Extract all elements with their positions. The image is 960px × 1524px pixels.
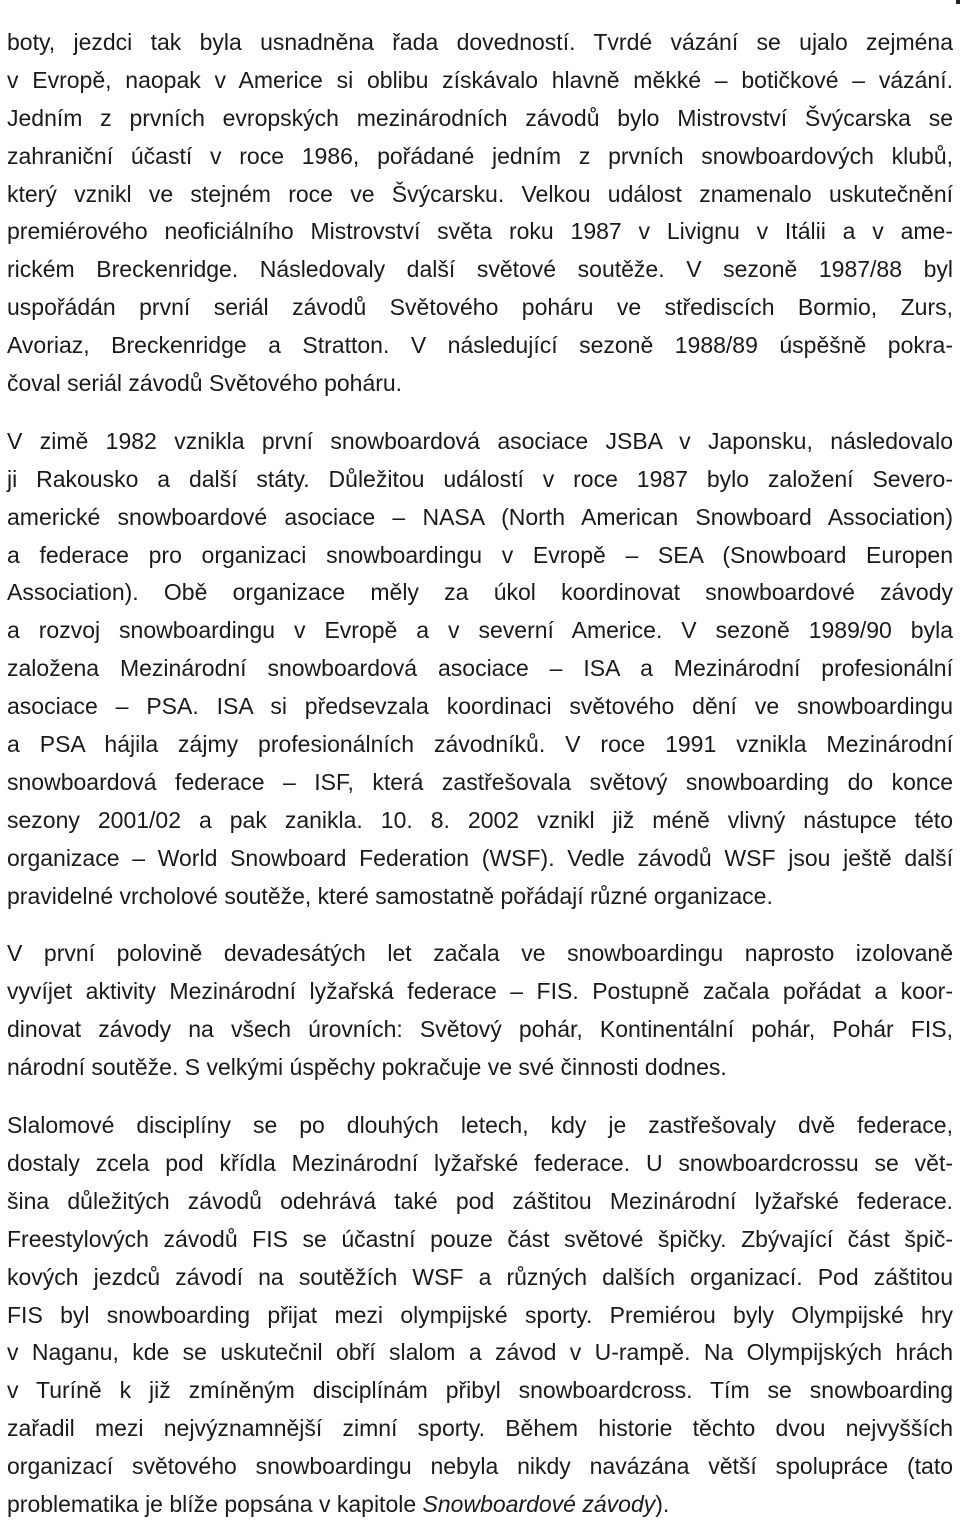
text-line: založena Mezinárodní snowboardová asociace – ISA a Mezinárodní profesionální: [7, 655, 953, 682]
text-line: premiérového neoficiálního Mistrovství světa roku 1987 v Livignu v Itálii a v ame-: [7, 218, 953, 245]
paragraph-associations: [7, 423, 953, 916]
text-line: národní soutěže. S velkými úspěchy pokračuje ve své činnosti dodnes.: [7, 1054, 727, 1081]
text-line: v Turíně k již zmíněným disciplínám přibyl snowboardcross. Tím se snowboarding: [7, 1377, 953, 1404]
text-line: Jedním z prvních evropských mezinárodních závodů bylo Mistrovství Švýcarska se: [7, 104, 953, 131]
text-line: a PSA hájila zájmy profesionálních závodníků. V roce 1991 vznikla Mezinárodní: [7, 731, 953, 758]
text-line: v Evropě, naopak v Americe si oblibu získávalo hlavně měkké – botičkové – vázání.: [7, 66, 953, 93]
text-line-final: [7, 1486, 953, 1524]
text-line: organizací světového snowboardingu nebyla nikdy navázána větší spolupráce (tato: [7, 1453, 953, 1480]
text-line: Slalomové disciplíny se po dlouhých letech, kdy je zastřešovaly dvě federace,: [7, 1112, 953, 1139]
text-line: V první polovině devadesátých let začala ve snowboardingu naprosto izolovaně: [7, 940, 953, 967]
text-line: vyvíjet aktivity Mezinárodní lyžařská federace – FIS. Postupně začala pořádat a koor-: [7, 978, 953, 1005]
document-body: [7, 24, 953, 1524]
text-line: boty, jezdci tak byla usnadněna řada dovedností. Tvrdé vázání se ujalo zejména: [7, 29, 953, 55]
text-line: americké snowboardové asociace – NASA (North American Snowboard Association): [7, 503, 953, 530]
text-line: zařadil mezi nejvýznamnější zimní sporty. Během historie těchto dvou nejvyšších: [7, 1415, 953, 1442]
text-line: ji Rakousko a další státy. Důležitou událostí v roce 1987 bylo založení Severo-: [7, 465, 953, 492]
text-line: a rozvoj snowboardingu v Evropě a v severní Americe. V sezoně 1989/90 byla: [7, 617, 953, 644]
text-line: čoval seriál závodů Světového poháru.: [7, 370, 403, 397]
text-line: a federace pro organizaci snowboardingu v Evropě – SEA (Snowboard Europen: [7, 541, 953, 568]
text-line: který vznikl ve stejném roce ve Švýcarsku. Velkou událost znamenalo uskutečnění: [7, 180, 953, 207]
text-line: pravidelné vrcholové soutěže, které samostatně pořádají různé organizace.: [7, 882, 773, 909]
text-line: dinovat závody na všech úrovních: Světový pohár, Kontinentální pohár, Pohár FIS,: [7, 1016, 953, 1043]
text-line: kových jezdců závodí na soutěžích WSF a různých dalších organizací. Pod záštitou: [7, 1263, 953, 1290]
page-corner-mark: [956, 0, 960, 4]
paragraph-competitions-history: [7, 24, 953, 403]
text-line: uspořádán první seriál závodů Světového poháru ve střediscích Bormio, Zurs,: [7, 294, 953, 321]
text-line: šina důležitých závodů odehrává také pod záštitou Mezinárodní lyžařské federace.: [7, 1187, 953, 1214]
text-line: Association). Obě organizace měly za úkol koordinovat snowboardové závody: [7, 579, 953, 606]
text-line: Freestylových závodů FIS se účastní pouze část světové špičky. Zbývající část špič-: [7, 1225, 953, 1252]
final-line-end: ).: [655, 1490, 670, 1517]
chapter-reference: Snowboardové závody: [422, 1490, 656, 1517]
text-line: sezony 2001/02 a pak zanikla. 10. 8. 2002 vznikl již méně vlivný nástupce této: [7, 806, 953, 833]
text-line: organizace – World Snowboard Federation (WSF). Vedle závodů WSF jsou ještě další: [7, 844, 953, 871]
text-line: Avoriaz, Breckenridge a Stratton. V následující sezoně 1988/89 úspěšně pokra-: [7, 332, 953, 359]
text-line: asociace – PSA. ISA si předsevzala koordinaci světového dění ve snowboardingu: [7, 693, 953, 720]
final-line-text: problematika je blíže popsána v kapitole: [7, 1490, 423, 1517]
text-line: snowboardová federace – ISF, která zastřešovala světový snowboarding do konce: [7, 768, 953, 795]
text-line: v Naganu, kde se uskutečnil obří slalom a závod v U-rampě. Na Olympijských hrách: [7, 1339, 953, 1366]
paragraph-fis: [7, 935, 953, 1087]
text-line: rickém Breckenridge. Následovaly další světové soutěže. V sezoně 1987/88 byl: [7, 256, 953, 283]
text-line: zahraniční účastí v roce 1986, pořádané jedním z prvních snowboardových klubů,: [7, 142, 953, 169]
text-line: FIS byl snowboarding přijat mezi olympijské sporty. Premiérou byly Olympijské hry: [7, 1301, 953, 1328]
text-line: V zimě 1982 vznikla první snowboardová asociace JSBA v Japonsku, následovalo: [7, 427, 953, 454]
text-line: dostaly zcela pod křídla Mezinárodní lyžařské federace. U snowboardcrossu se vět-: [7, 1149, 953, 1176]
paragraph-slalom-olympics: [7, 1107, 953, 1524]
